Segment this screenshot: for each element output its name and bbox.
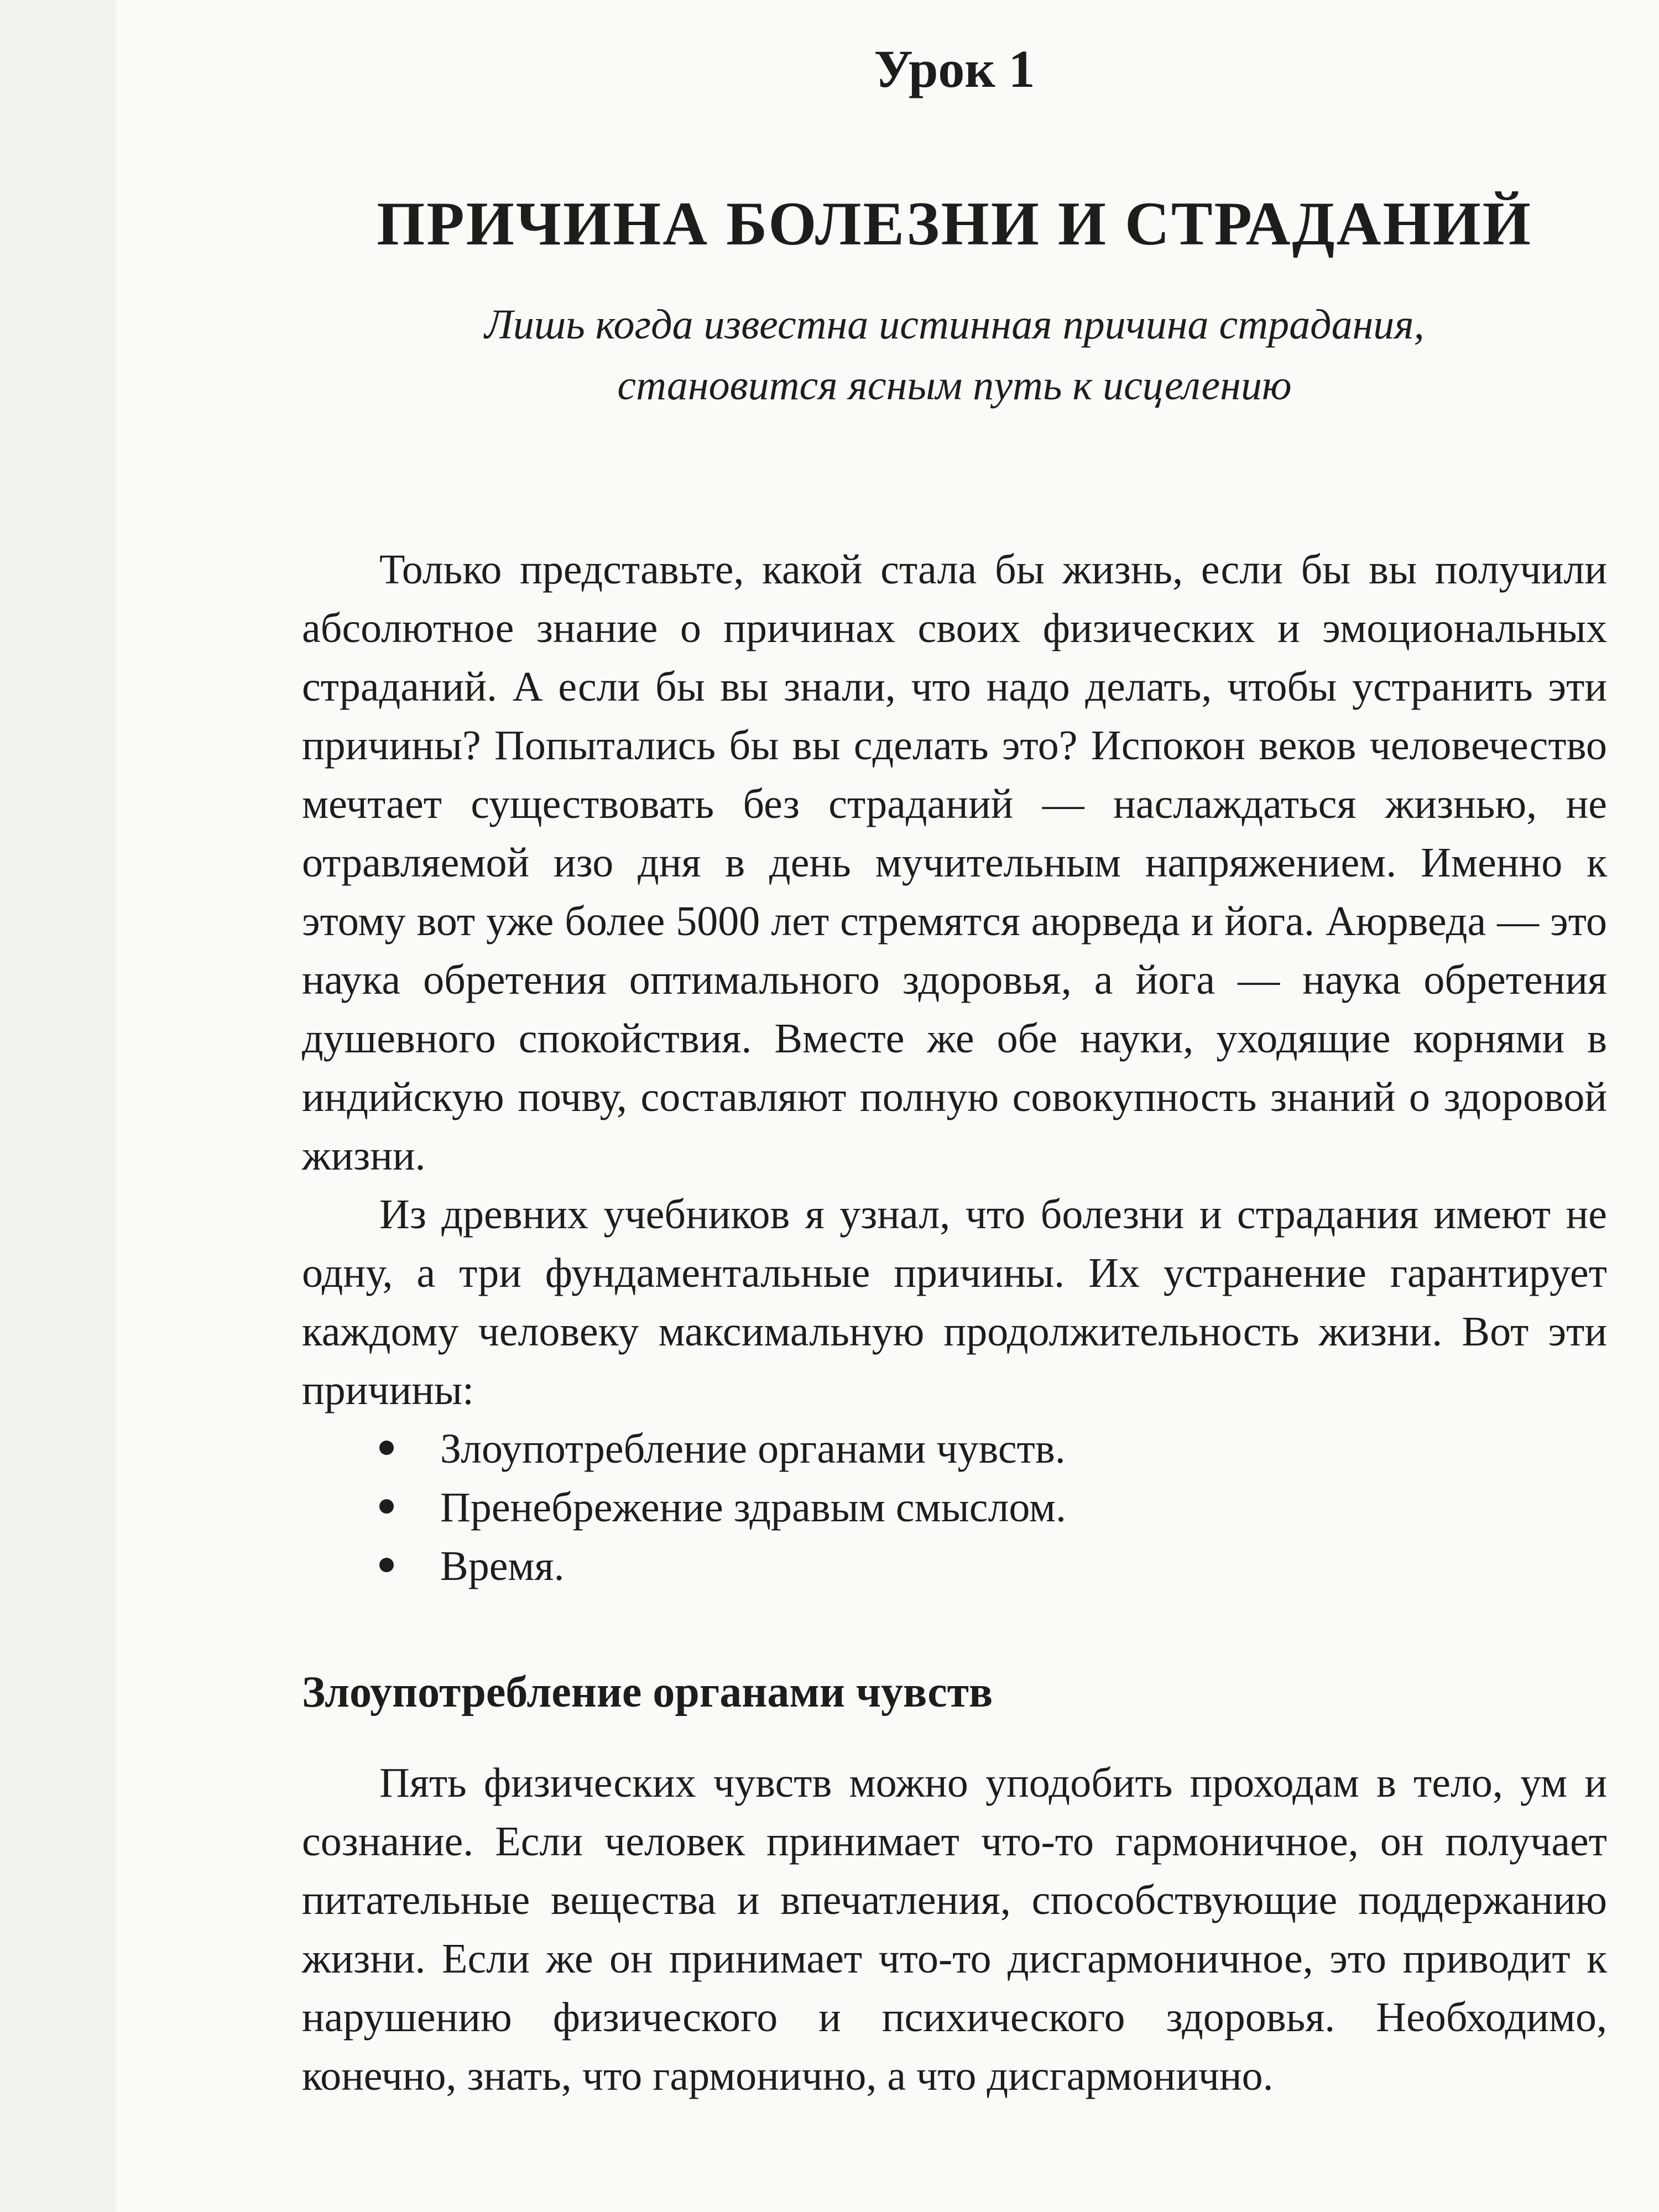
bullet-icon [379,1441,394,1455]
list-item-text: Злоупотребление органами чувств. [440,1426,1066,1472]
list-item-text: Пренебрежение здравым смыслом. [440,1484,1067,1531]
bullet-icon [379,1558,394,1572]
epigraph [302,294,1607,416]
section-text [302,1754,1607,2105]
chapter-title: ПРИЧИНА БОЛЕЗНИ И СТРАДАНИЙ [377,190,1532,258]
intro-text [302,540,1607,1420]
paragraph: Пять физических чувств можно уподобить проходам в тело, ум и сознание. Если человек принимает что-то гармоничное, он получает питательные вещества и впечатления, способствующие поддержанию жизни. Если же он принимает что-то дисгармоничное, это приводит к нарушению физического и психического здоровья. Необходимо, конечно, знать, что гармонично, а что дисгармонично. [302,1760,1607,2099]
text-column [302,39,1607,2105]
list-item [302,1420,1607,1478]
lesson-number: Урок 1 [874,39,1035,98]
section-heading: Злоупотребление органами чувств [302,1668,993,1717]
epigraph-line: Лишь когда известна истинная причина страдания, [484,301,1425,348]
bullet-icon [379,1499,394,1514]
epigraph-line: становится ясным путь к исцелению [617,362,1292,409]
causes-list [302,1420,1607,1595]
paragraph: Из древних учебников я узнал, что болезни и страдания имеют не одну, а три фундаментальные причины. Их устранение гарантирует каждому человеку максимальную продолжительность жизни. Вот эти причины: [302,1191,1607,1413]
book-page [116,0,1659,2212]
paragraph: Только представьте, какой стала бы жизнь, если бы вы получили абсолютное знание о причинах своих физических и эмоциональных страданий. А если бы вы знали, что надо делать, чтобы устранить эти причины? Попытались бы вы сделать это? Испокон веков человечество мечтает существовать без страданий — наслаждаться жизнью, не отравляемой изо дня в день мучительным напряжением. Именно к этому вот уже более 5000 лет стремятся аюрведа и йога. Аюрведа — это наука обретения оптимального здоровья, а йога — наука обретения душевного спокойствия. Вместе же обе науки, уходящие корнями в индийскую почву, составляют полную совокупность знаний о здоровой жизни. [302,546,1607,1179]
list-item [302,1537,1607,1595]
list-item-text: Время. [440,1543,565,1589]
list-item [302,1478,1607,1537]
